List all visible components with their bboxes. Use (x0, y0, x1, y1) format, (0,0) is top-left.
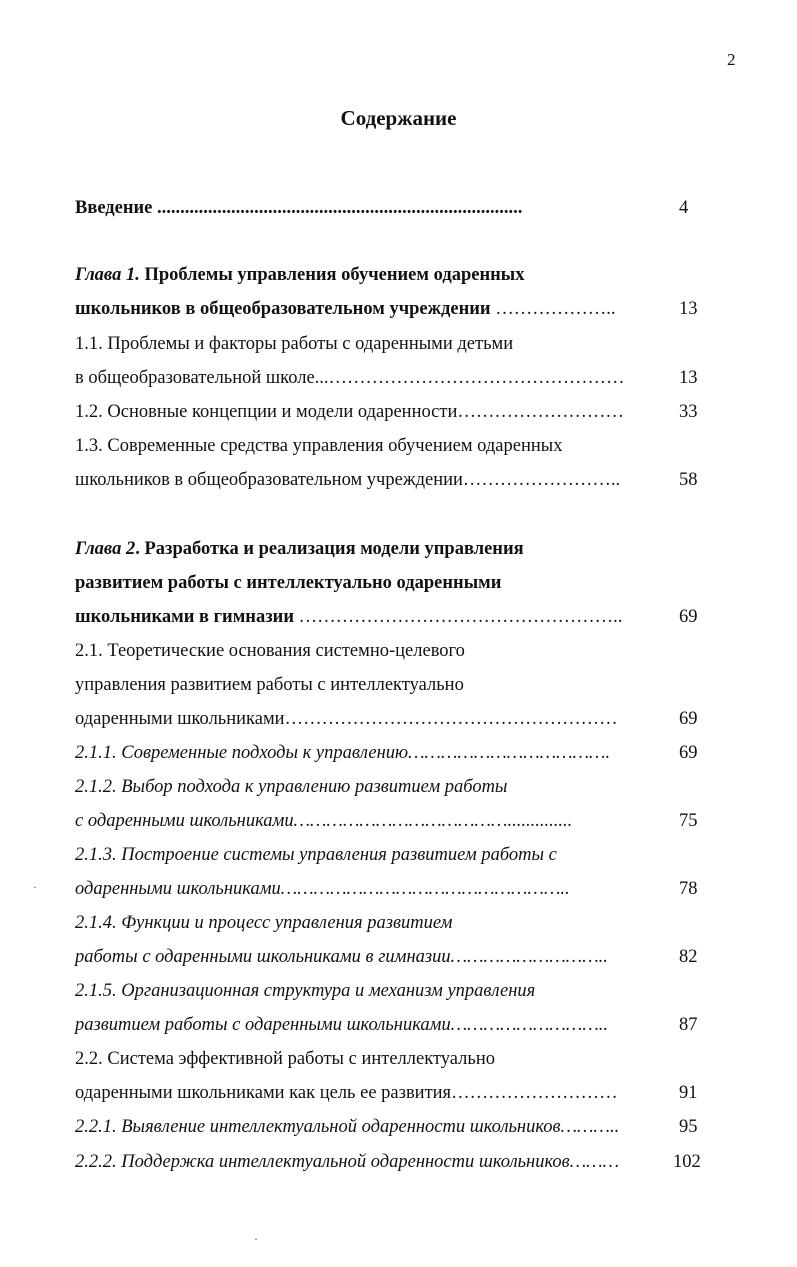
toc-entry-2-2: 2.2. Система эффективной работы с интеллектуально (75, 1049, 495, 1069)
toc-entry-2-1-3: 2.1.3. Построение системы управления развитием работы с (75, 845, 557, 865)
toc-entry-2-1-4: 2.1.4. Функции и процесс управления развитием (75, 913, 453, 933)
page-number: 2 (727, 50, 736, 69)
toc-entry-1-2: 1.2. Основные концепции и модели одаренности……………………… (75, 402, 624, 422)
toc-page-number: 87 (679, 1015, 698, 1035)
toc-chapter-2-title-cont: развитием работы с интеллектуально одаренными (75, 573, 502, 593)
toc-entry-1-3: 1.3. Современные средства управления обучением одаренных (75, 436, 563, 456)
toc-entry-2-1-cont: одаренными школьниками……………………………………………… (75, 709, 618, 729)
toc-entry-1-3-cont: школьников в общеобразовательном учреждении…………………….. (75, 470, 621, 490)
toc-entry-2-1-5-cont: развитием работы с одаренными школьниками……………………….. (75, 1015, 609, 1035)
toc-chapter-2-title-cont: школьниками в гимназии …………………………………………….. (75, 607, 623, 627)
toc-page-number: 69 (679, 607, 698, 627)
toc-page-number: 82 (679, 947, 698, 967)
toc-chapter-1-title: Глава 1. Проблемы управления обучением одаренных (75, 265, 525, 285)
toc-entry-1-1-cont: в общеобразовательной школе...………………………………………… (75, 368, 625, 388)
toc-page-number: 58 (679, 470, 698, 490)
toc-page-number: 33 (679, 402, 698, 422)
toc-page-number: 78 (679, 879, 698, 899)
toc-entry-2-1-5: 2.1.5. Организационная структура и механизм управления (75, 981, 536, 1001)
toc-page-number: 13 (679, 368, 698, 388)
toc-entry-2-1: 2.1. Теоретические основания системно-целевого (75, 641, 465, 661)
toc-entry-2-1-2: 2.1.2. Выбор подхода к управлению развитием работы (75, 777, 508, 797)
toc-entry-2-1-4-cont: работы с одаренными школьниками в гимназии……………………….. (75, 947, 608, 967)
toc-entry-2-2-cont: одаренными школьниками как цель ее развития……………………… (75, 1083, 618, 1103)
toc-page-number: 75 (679, 811, 698, 831)
toc-entry-2-1-2-cont: с одаренными школьниками………………………………….............. (75, 811, 573, 831)
toc-entry-1-1: 1.1. Проблемы и факторы работы с одаренными детьми (75, 334, 514, 354)
toc-page-number: 95 (679, 1117, 698, 1137)
toc-page-number: 13 (679, 299, 698, 319)
toc-page-number: 69 (679, 743, 698, 763)
toc-page-number: 91 (679, 1083, 698, 1103)
scan-speck: · (254, 1232, 258, 1246)
toc-entry-2-1-cont: управления развитием работы с интеллектуально (75, 675, 464, 695)
toc-entry-introduction: Введение ............................................................................... (75, 198, 523, 218)
scan-speck: · (33, 880, 37, 894)
toc-entry-2-2-1: 2.2.1. Выявление интеллектуальной одаренности школьников……….. (75, 1117, 620, 1137)
toc-entry-2-1-3-cont: одаренными школьниками…………………………………………….. (75, 879, 570, 899)
toc-page-number: 4 (679, 198, 689, 218)
toc-page-number: 69 (679, 709, 698, 729)
page-title: Содержание (340, 106, 457, 130)
toc-entry-2-1-1: 2.1.1. Современные подходы к управлению………………………………. (75, 743, 611, 763)
toc-chapter-2-title: Глава 2. Разработка и реализация модели управления (75, 539, 524, 559)
toc-chapter-1-title-cont: школьников в общеобразовательном учреждении ……………….. (75, 299, 616, 319)
toc-entry-2-2-2: 2.2.2. Поддержка интеллектуальной одаренности школьников……… (75, 1152, 620, 1172)
toc-page-number: 102 (673, 1152, 701, 1172)
